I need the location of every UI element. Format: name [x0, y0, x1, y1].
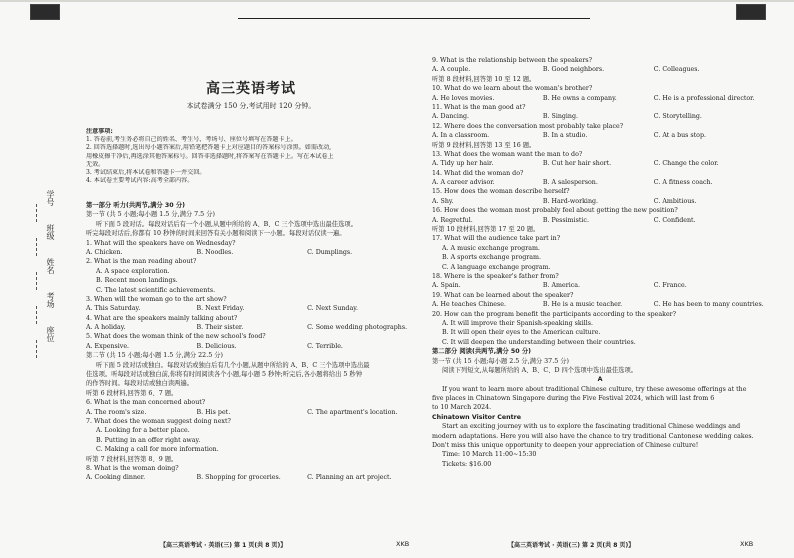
binding-dashed-line	[36, 306, 37, 324]
option-b: B. Noodles.	[196, 248, 234, 256]
indented-line: 听下面 5 段对话或独白。每段对话或独白后有几个小题,从题中所给的 A、B、C 三个选项中选出最	[96, 361, 370, 369]
option-b: B. Hard-working.	[542, 197, 599, 205]
question-stem: 18. Where is the speaker's father from?	[432, 272, 559, 280]
option-b: B. Delicious.	[196, 342, 237, 350]
answer-options	[432, 112, 768, 121]
option-b: B. Cut her hair short.	[542, 160, 612, 168]
option-b: B. Next Friday.	[196, 305, 245, 313]
indented-line: 听下面 5 段对话。每段对话后有一个小题,从题中所给的 A、B、C 三个选项中选出最佳选项。	[96, 220, 357, 228]
option-a: A. This Saturday.	[86, 305, 141, 313]
option-c: C. France.	[653, 282, 687, 290]
option-b: B. Their sister.	[196, 324, 244, 332]
binding-dashed-line	[36, 238, 37, 256]
option-b: B. Shopping for groceries.	[196, 474, 281, 482]
notice-line: 4. 本试卷主要考试内容:高考全部内容。	[86, 177, 194, 185]
answer-options	[432, 94, 768, 103]
indented-line: C. It will deepen the understanding between their countries.	[442, 338, 636, 346]
indented-line: B. It will open their eyes to the American culture.	[442, 329, 601, 337]
answer-options	[432, 159, 768, 168]
binding-label: 学号	[46, 190, 55, 206]
text-line: 第一节 (共 15 小题;每小题 2.5 分,满分 37.5 分)	[432, 357, 569, 365]
notice-line: 1. 答卷前,考生务必将自己的姓名、考生号、考场号、座位号填写在答题卡上。	[86, 136, 297, 144]
answer-options	[432, 65, 768, 74]
answer-options	[86, 408, 421, 417]
indented-line: 阅读下列短文,从每题所给的 A、B、C、D 四个选项中选出最佳选项。	[442, 366, 638, 374]
option-a: A. A holiday.	[86, 324, 126, 332]
text-line: five places in Chinatown Singapore during the Five Festival 2024, which will last from 6	[432, 395, 715, 403]
answer-options	[432, 216, 768, 225]
indented-line: B. Putting in an offer right away.	[96, 436, 201, 444]
indented-line: A. It will improve their Spanish-speaking skills.	[442, 319, 594, 327]
binding-label: 姓名	[46, 258, 55, 274]
answer-options	[432, 300, 768, 309]
option-c: C. He is a professional director.	[653, 94, 755, 102]
indented-line: C. The latest scientific achievements.	[96, 286, 216, 294]
answer-options	[432, 131, 768, 140]
passage-letter: A	[597, 376, 603, 384]
section-heading: 第一部分 听力(共两节,满分 30 分)	[86, 202, 186, 209]
question-stem: 20. How can the program benefit the participants according to the speaker?	[432, 310, 677, 318]
option-c: C. At a bus stop.	[653, 132, 706, 140]
indented-line: A. A space exploration.	[96, 267, 170, 275]
section-heading: Chinatown Visitor Centre	[432, 413, 522, 421]
answer-options	[432, 178, 768, 187]
option-c: C. Next Sunday.	[307, 305, 358, 313]
answer-options	[432, 197, 768, 206]
question-stem: 14. What did the woman do?	[432, 169, 524, 177]
indented-line: A. Looking for a better place.	[96, 427, 190, 435]
option-a: A. A couple.	[432, 66, 471, 74]
option-b: B. A salesperson.	[542, 179, 598, 187]
option-b: B. His pet.	[196, 408, 231, 416]
question-stem: 19. What can be learned about the speaker?	[432, 291, 574, 299]
question-stem: 4. What are the speakers mainly talking about?	[86, 314, 238, 322]
text-line: to 10 March 2024.	[432, 404, 492, 412]
binding-dashed-line	[36, 204, 37, 222]
text-line: 佳选项。听每段对话或独白前,你将有时间阅读各个小题,每小题 5 秒钟;听完后,各小题将给出 5 秒钟	[86, 371, 363, 379]
footer-code-left: XKB	[396, 540, 410, 548]
text-line: 听第 7 段材料,回答第 8、9 题。	[86, 455, 178, 463]
option-a: A. Chicken.	[86, 248, 123, 256]
notice-line: 3. 考试结束后,将本试卷和答题卡一并交回。	[86, 168, 206, 176]
indented-line: If you want to learn more about traditional Chinese culture, try these awesome offerings at the	[442, 385, 747, 393]
footer-left: 【高三英语考试 · 英语(三) 第 1 页(共 8 页)】	[160, 542, 287, 549]
option-a: A. The room's size.	[86, 408, 147, 416]
indented-line: C. A language exchange program.	[442, 263, 551, 271]
option-b: B. He owns a company.	[542, 94, 617, 102]
question-stem: 10. What do we learn about the woman's brother?	[432, 85, 593, 93]
text-line: modern adaptations. Here you will also have the chance to try traditional Cantonese wedding cakes.	[432, 432, 754, 440]
option-a: A. Dancing.	[432, 113, 470, 121]
option-c: C. Terrible.	[307, 342, 343, 350]
option-c: C. Ambitious.	[653, 197, 697, 205]
question-stem: 12. Where does the conversation most probably take place?	[432, 122, 624, 130]
exam-subtitle: 本试卷满分 150 分,考试用时 120 分钟。	[186, 102, 316, 110]
question-stem: 17. What will the audience take part in?	[432, 235, 561, 243]
option-a: A. Tidy up her hair.	[432, 160, 494, 168]
question-stem: 6. What is the man concerned about?	[86, 399, 206, 407]
indented-line: A. A music exchange program.	[442, 244, 540, 252]
answer-options	[86, 248, 421, 257]
question-stem: 11. What is the man good at?	[432, 103, 526, 111]
notice-line: 无效。	[86, 160, 105, 168]
answer-options	[86, 304, 421, 313]
option-a: A. Spain.	[432, 282, 461, 290]
option-c: C. Change the color.	[653, 160, 719, 168]
binding-label: 班级	[46, 224, 55, 240]
text-line: 听第 10 段材料,回答第 17 至 20 题。	[432, 226, 540, 234]
question-stem: 13. What does the woman want the man to do?	[432, 150, 583, 158]
option-b: B. America.	[542, 282, 581, 290]
binding-dashed-line	[36, 272, 37, 290]
option-a: A. Regretful.	[432, 216, 473, 224]
answer-options	[86, 342, 421, 351]
exam-title: 高三英语考试	[206, 81, 296, 97]
top-rule	[238, 18, 590, 19]
option-c: C. Confident.	[653, 216, 696, 224]
question-stem: 16. How does the woman most probably feel about getting the new position?	[432, 207, 678, 215]
notice-line: 用橡皮擦干净后,再选涂其他答案标号。回答非选择题时,将答案写在答题卡上。写在本试卷上	[86, 152, 334, 160]
section-heading: 第二部分 阅读(共两节,满分 50 分)	[432, 348, 532, 356]
binding-dashed-line	[36, 340, 37, 358]
text-line: 第二节 (共 15 小题;每小题 1.5 分,满分 22.5 分)	[86, 352, 223, 360]
notice-line: 2. 回答选择题时,选出每小题答案后,用铅笔把答题卡上对应题目的答案标号涂黑。如需改动,	[86, 144, 332, 152]
option-b: B. In a studio.	[542, 132, 588, 140]
question-stem: 8. What is the woman doing?	[86, 464, 179, 472]
footer-code-right: XKB	[740, 540, 754, 548]
indented-line: B. Recent moon landings.	[96, 277, 178, 285]
option-c: C. The apartment's location.	[307, 408, 398, 416]
option-c: C. Colleagues.	[653, 66, 700, 74]
option-b: B. Good neighbors.	[542, 66, 605, 74]
text-line: 听完每段对话后,你都有 10 秒钟的时间来回答有关小题和阅读下一小题。每段对话仅读一遍。	[86, 230, 346, 238]
text-line: Don't miss this unique opportunity to deepen your appreciation of Chinese culture!	[432, 442, 699, 450]
registration-mark-right	[736, 4, 766, 20]
question-stem: 9. What is the relationship between the speakers?	[432, 57, 593, 64]
text-line: 听第 9 段材料,回答第 13 至 16 题。	[432, 141, 536, 149]
question-stem: 15. How does the woman describe herself?	[432, 188, 570, 196]
option-a: A. In a classroom.	[432, 132, 490, 140]
option-b: B. Singing.	[542, 113, 579, 121]
option-c: C. Storytelling.	[653, 113, 702, 121]
text-line: 听第 8 段材料,回答第 10 至 12 题。	[432, 75, 536, 83]
question-stem: 7. What does the woman suggest doing next?	[86, 417, 231, 425]
option-c: C. Planning an art project.	[307, 474, 392, 482]
binding-margin	[22, 190, 56, 360]
indented-line: Start an exciting journey with us to explore the fascinating traditional Chinese weddings and	[442, 423, 741, 431]
binding-label: 座位	[46, 326, 55, 342]
option-c: C. A fitness coach.	[653, 179, 713, 187]
text-line: 的作答时间。每段对话或独白读两遍。	[86, 380, 194, 388]
notice-heading: 注意事项:	[86, 128, 113, 135]
option-a: A. He teaches Chinese.	[432, 301, 506, 309]
text-line: 听第 6 段材料,回答第 6、7 题。	[86, 389, 178, 397]
question-stem: 2. What is the man reading about?	[86, 258, 197, 266]
option-b: B. Pessimistic.	[542, 216, 589, 224]
option-a: A. Shy.	[432, 197, 454, 205]
text-line: 第一节 (共 5 小题;每小题 1.5 分,满分 7.5 分)	[86, 211, 215, 219]
question-stem: 3. When will the woman go to the art show?	[86, 295, 227, 303]
option-c: C. He has been to many countries.	[653, 301, 764, 309]
answer-options	[86, 323, 421, 332]
question-stem: 5. What does the woman think of the new school's food?	[86, 333, 266, 341]
indented-line: Tickets: $16.00	[442, 460, 492, 468]
answer-options	[432, 281, 768, 290]
footer-right: 【高三英语考试 · 英语(三) 第 2 页(共 8 页)】	[508, 542, 635, 549]
option-c: C. Some wedding photographs.	[307, 324, 408, 332]
notice-block	[86, 128, 421, 185]
question-stem: 1. What will the speakers have on Wednesday?	[86, 239, 236, 247]
indented-line: Time: 10 March 11:00~15:30	[442, 451, 537, 459]
answer-options	[86, 473, 421, 482]
indented-line: C. Making a call for more information.	[96, 446, 219, 454]
option-b: B. He is a music teacher.	[542, 301, 623, 309]
option-c: C. Dumplings.	[307, 248, 353, 256]
option-a: A. Cooking dinner.	[86, 474, 146, 482]
right-column	[432, 56, 768, 469]
registration-mark-left	[30, 4, 60, 20]
option-a: A. He loves movies.	[432, 94, 495, 102]
indented-line: B. A sports exchange program.	[442, 254, 542, 262]
scan-edge	[0, 0, 794, 2]
option-a: A. Expensive.	[86, 342, 130, 350]
binding-label: 考场	[46, 292, 55, 308]
option-a: A. A career advisor.	[432, 179, 495, 187]
left-column	[86, 201, 421, 483]
